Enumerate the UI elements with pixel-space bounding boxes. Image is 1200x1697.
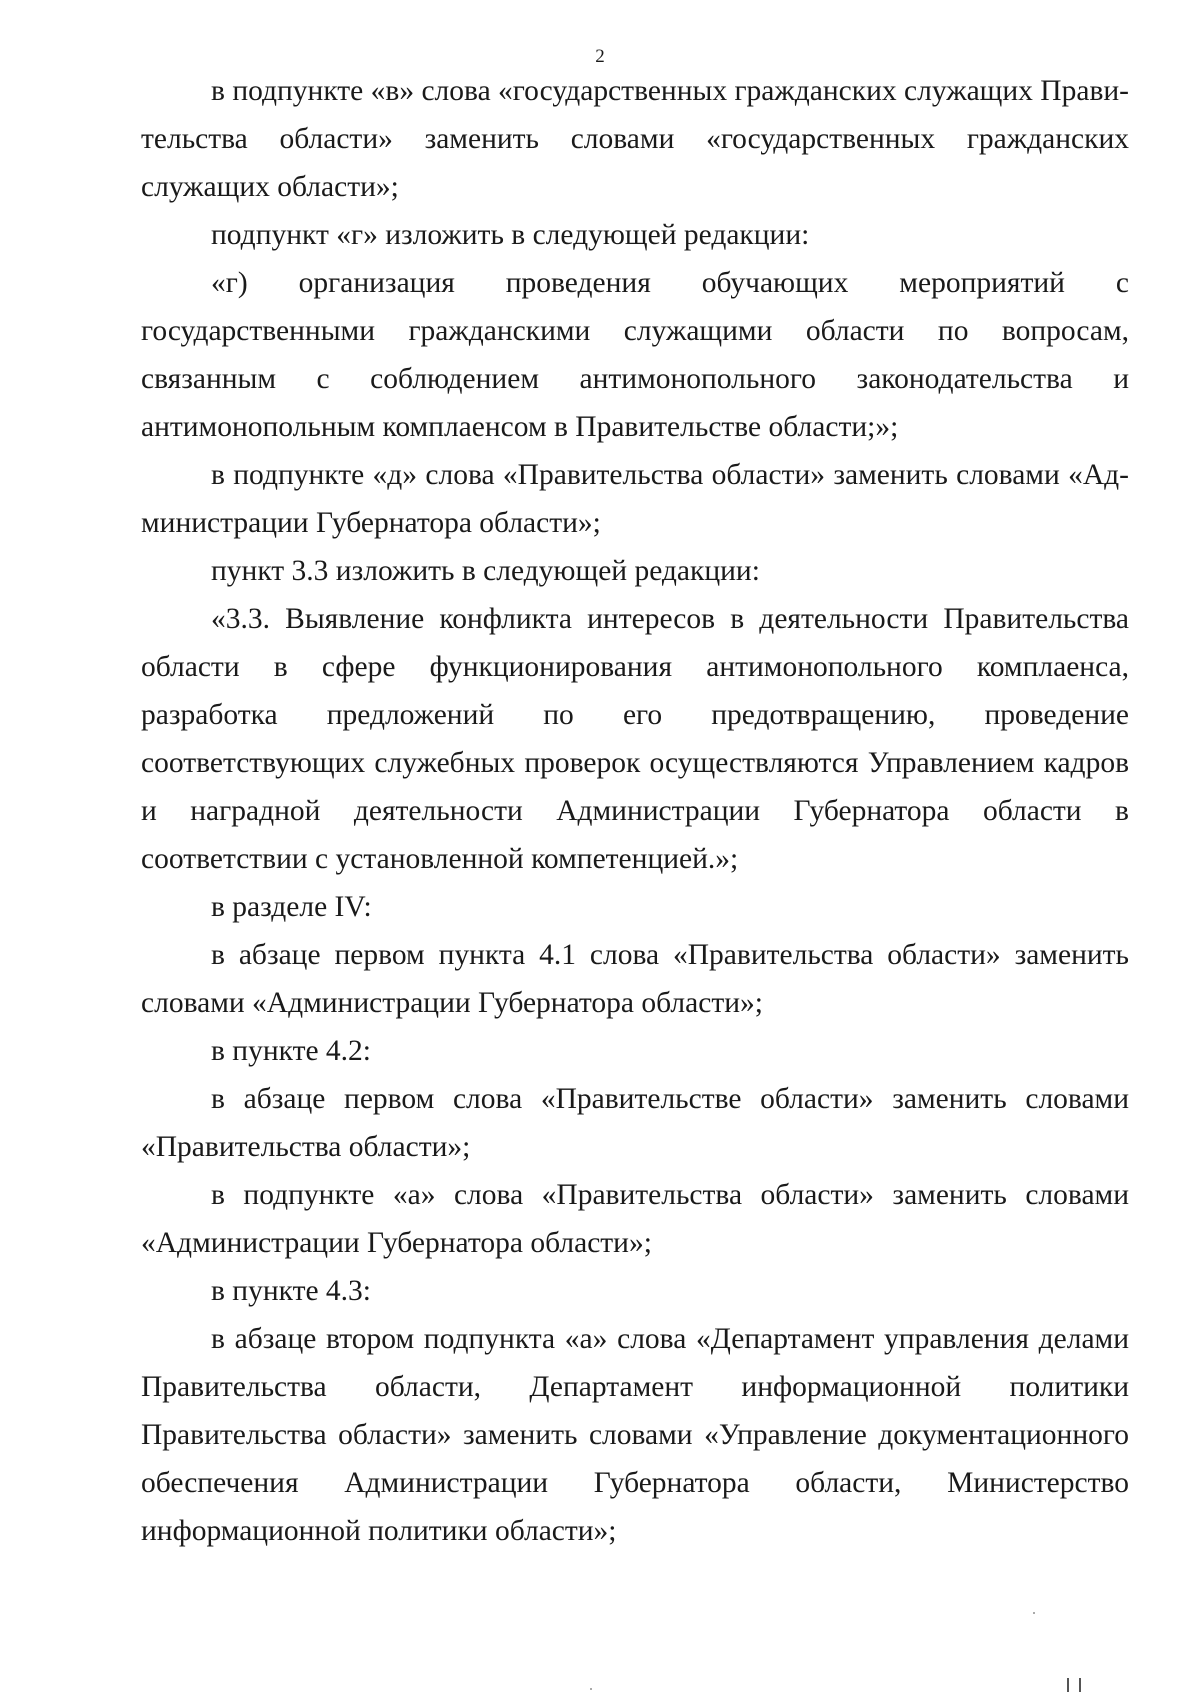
document-body [141, 67, 1129, 1555]
paragraph: пункт 3.3 изложить в следующей редакции: [211, 555, 760, 587]
paragraph: подпункт «г» изложить в следующей редакции: [211, 219, 810, 251]
paragraph: «3.3. Выявление конфликта интересов в деятельности Правительства области в сфере функционирования антимонопольного комплаенса, разработка предложений по его предотвращению, проведение соответствующих служебных проверок осуществляются Управлением кадров и наградной деятельности Администрации Губернатора области в соответствии с установленной компетенцией.»; [141, 603, 1129, 875]
paragraph: в разделе IV: [211, 891, 372, 923]
scan-mark [1079, 1678, 1081, 1692]
paragraph: в пункте 4.3: [211, 1275, 372, 1307]
scan-mark [1033, 1612, 1035, 1614]
paragraph: в подпункте «а» слова «Правительства области» заменить словами «Администрации Губернатора области»; [141, 1179, 1129, 1259]
paragraph: в подпункте «в» слова «государственных гражданских служащих Правительства области» заменить словами «государственных гражданских служащих области»; [141, 75, 1129, 203]
paragraph: «г) организация проведения обучающих мероприятий с государственными гражданскими служащими области по вопросам, связанным с соблюдением антимонопольного законодательства и антимонопольным комплаенсом в Правительстве области;»; [141, 267, 1129, 443]
paragraph: в абзаце первом слова «Правительстве области» заменить словами «Правительства области»; [141, 1083, 1129, 1163]
paragraph: в подпункте «д» слова «Правительства области» заменить словами «Администрации Губернатора области»; [141, 459, 1129, 539]
scan-mark [1067, 1678, 1069, 1692]
paragraph: в абзаце втором подпункта «а» слова «Департамент управления делами Правительства области, Департамент информационной политики Правительства области» заменить словами «Управление документационного обеспечения Администрации Губернатора области, Министерство информационной политики области»; [141, 1323, 1129, 1547]
scan-mark [590, 1688, 592, 1690]
paragraph: в пункте 4.2: [211, 1035, 372, 1067]
paragraph: в абзаце первом пункта 4.1 слова «Правительства области» заменить словами «Администрации Губернатора области»; [141, 939, 1129, 1019]
page-number: 2 [595, 46, 605, 67]
